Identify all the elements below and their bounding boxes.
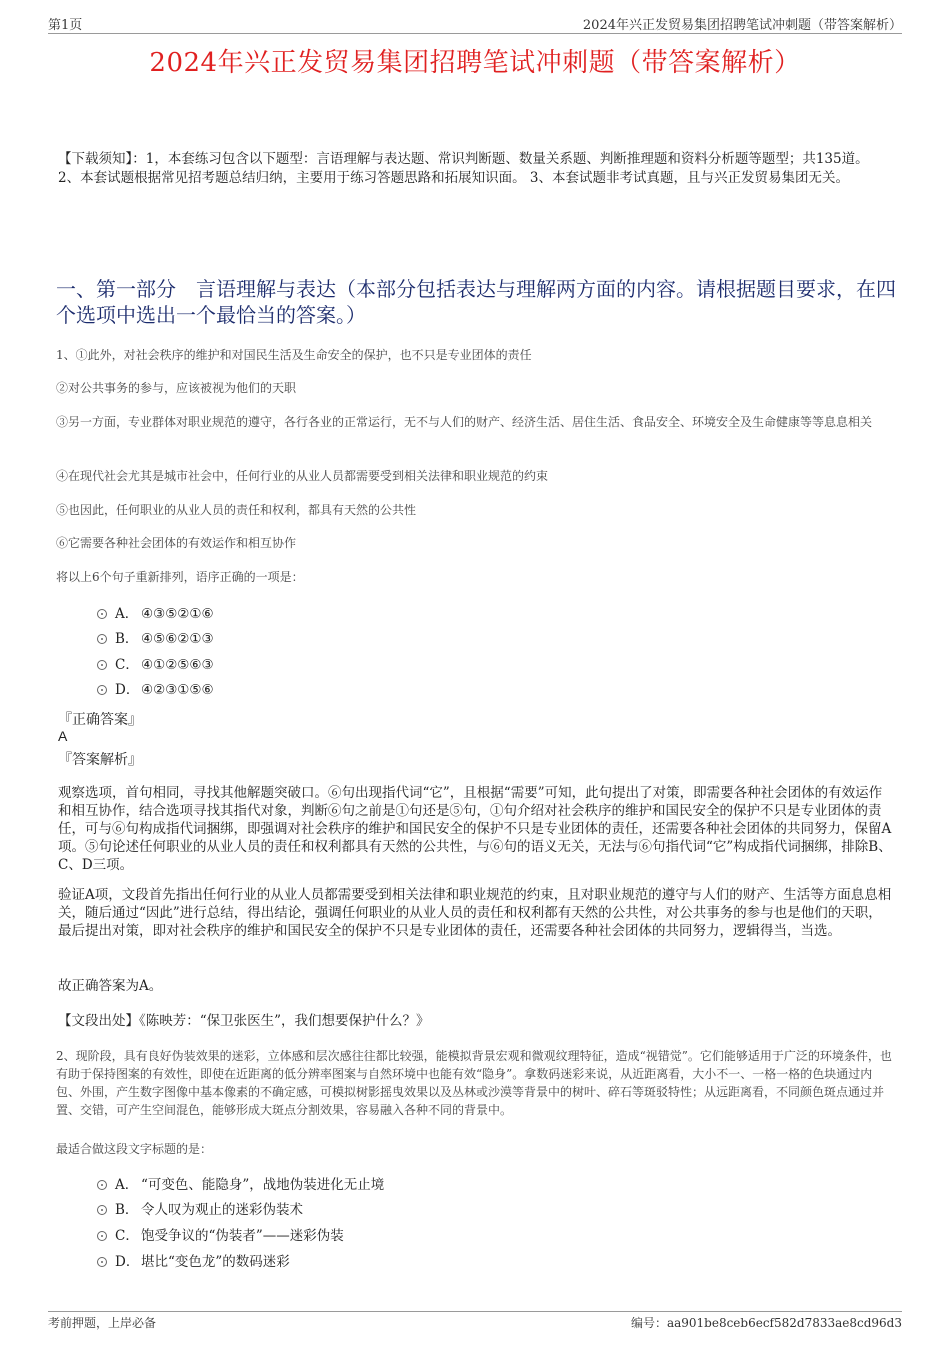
radio-icon[interactable] (97, 1257, 107, 1267)
q1-sentence-4: ④在现代社会尤其是城市社会中，任何行业的从业人员都需要受到相关法律和职业规范的约束 (56, 469, 549, 483)
footer-slogan: 考前押题，上岸必备 (48, 1316, 157, 1330)
running-header-title: 2024年兴正发贸易集团招聘笔试冲刺题（带答案解析） (582, 18, 902, 33)
correct-answer-label: 『正确答案』 (58, 712, 142, 728)
q2-prompt: 最适合做这段文字标题的是： (56, 1142, 213, 1156)
footer-divider (48, 1311, 902, 1312)
radio-icon[interactable] (97, 1231, 107, 1241)
q1-sentence-1: 1、①此外，对社会秩序的维护和对国民生活及生命安全的保护，也不只是专业团体的责任 (56, 348, 532, 362)
radio-icon[interactable] (97, 1180, 107, 1190)
q1-prompt: 将以上6个句子重新排列，语序正确的一项是： (56, 570, 304, 584)
q2-stem: 2、现阶段，具有良好伪装效果的迷彩，立体感和层次感往往都比较强，能模拟背景宏观和微观纹理特征，造成“视错觉”。它们能够适用于广泛的环境条件，也有助于保持图案的有效性，即使在近距离的低分辨率图案与自然环境中也能有效“隐身”。拿数码迷彩来说，从近距离看，大小不一、一格一格的色块通过内包、外围，产生数字图像中基本像素的不确定感，可模拟树影摇曳效果以及丛林或沙漠等背景中的树叶、碎石等斑驳特性；从远距离看，不同颜色斑点通过并置、交错，可产生空间混色，能够形成大斑点分割效果，容易融入各种不同的背景中。 (56, 1049, 892, 1117)
q1-option-a[interactable]: A． ④③⑤②①⑥ (97, 603, 397, 625)
q2-option-c[interactable]: C． 饱受争议的“伪装者”——迷彩伪装 (97, 1225, 597, 1247)
q2-option-a[interactable]: A． “可变色、能隐身”，战地伪装进化无止境 (97, 1174, 597, 1196)
radio-icon[interactable] (97, 634, 107, 644)
section-heading: 一、第一部分 言语理解与表达（本部分包括表达与理解两方面的内容。请根据题目要求，在四个选项中选出一个最恰当的答案。） (56, 277, 896, 327)
q2-option-b[interactable]: B． 令人叹为观止的迷彩伪装术 (97, 1199, 597, 1221)
download-notice: 【下载须知】：1，本套练习包含以下题型：言语理解与表达题、常识判断题、数量关系题、判断推理题和资料分析题等题型；共135道。 2、本套试题根据常见招考题总结归纳，主要用于练习答题思路和拓展知识面。 3、本套试题非考试真题，且与兴正发贸易集团无关。 (58, 151, 869, 186)
q1-sentence-3: ③另一方面，专业群体对职业规范的遵守，各行各业的正常运行，无不与人们的财产、经济生活、居住生活、食品安全、环境安全及生命健康等等息息相关 (56, 415, 873, 429)
header-divider (48, 33, 902, 34)
q1-sentence-5: ⑤也因此，任何职业的从业人员的责任和权利，都具有天然的公共性 (56, 503, 417, 517)
q2-option-d[interactable]: D． 堪比“变色龙”的数码迷彩 (97, 1251, 597, 1273)
document-code: 编号：aa901be8ceb6ecf582d7833ae8cd96d3 (630, 1316, 902, 1330)
q1-option-b[interactable]: B． ④⑤⑥②①③ (97, 628, 397, 650)
q1-option-c[interactable]: C． ④①②⑤⑥③ (97, 654, 397, 676)
analysis-conclusion: 故正确答案为A。 (58, 978, 163, 994)
q1-sentence-2: ②对公共事务的参与，应该被视为他们的天职 (56, 381, 297, 395)
q1-sentence-6: ⑥它需要各种社会团体的有效运作和相互协作 (56, 536, 297, 550)
radio-icon[interactable] (97, 660, 107, 670)
analysis-paragraph-1: 观察选项，首句相同，寻找其他解题突破口。⑥句出现指代词“它”，且根据“需要”可知，此句提出了对策，即需要各种社会团体的有效运作和相互协作，结合选项寻找其指代对象，判断⑥句之前是①句还是⑤句，①句介绍对社会秩序的维护和国民安全的保护不只是专业团体的责任，可与⑥句构成指代词捆绑，即强调对社会秩序的维护和国民安全的保护不只是专业团体的责任，还需要各种社会团体的共同努力，保留A项。⑤句论述任何职业的从业人员的责任和权利都具有天然的公共性，与⑥句的语义无关，无法与⑥句指代词“它”构成指代词捆绑，排除B、C、D三项。 (58, 785, 892, 873)
page-number: 第1页 (48, 18, 83, 33)
radio-icon[interactable] (97, 1205, 107, 1215)
q1-option-d[interactable]: D． ④②③①⑤⑥ (97, 679, 397, 701)
radio-icon[interactable] (97, 685, 107, 695)
analysis-paragraph-2: 验证A项，文段首先指出任何行业的从业人员都需要受到相关法律和职业规范的约束，且对职业规范的遵守与人们的财产、生活等方面息息相关，随后通过“因此”进行总结，得出结论，强调任何职业的从业人员的责任和权利都有天然的公共性，对公共事务的参与也是他们的天职，最后提出对策，即对社会秩序的维护和国民安全的保护不只是专业团体的责任，还需要各种社会团体的共同努力，逻辑得当，当选。 (58, 887, 892, 939)
radio-icon[interactable] (97, 609, 107, 619)
passage-source: 【文段出处】《陈映芳：“保卫张医生”，我们想要保护什么？》 (58, 1013, 430, 1029)
page-title: 2024年兴正发贸易集团招聘笔试冲刺题（带答案解析） (149, 48, 801, 78)
analysis-label: 『答案解析』 (58, 752, 142, 768)
correct-answer-value: A (58, 728, 68, 744)
